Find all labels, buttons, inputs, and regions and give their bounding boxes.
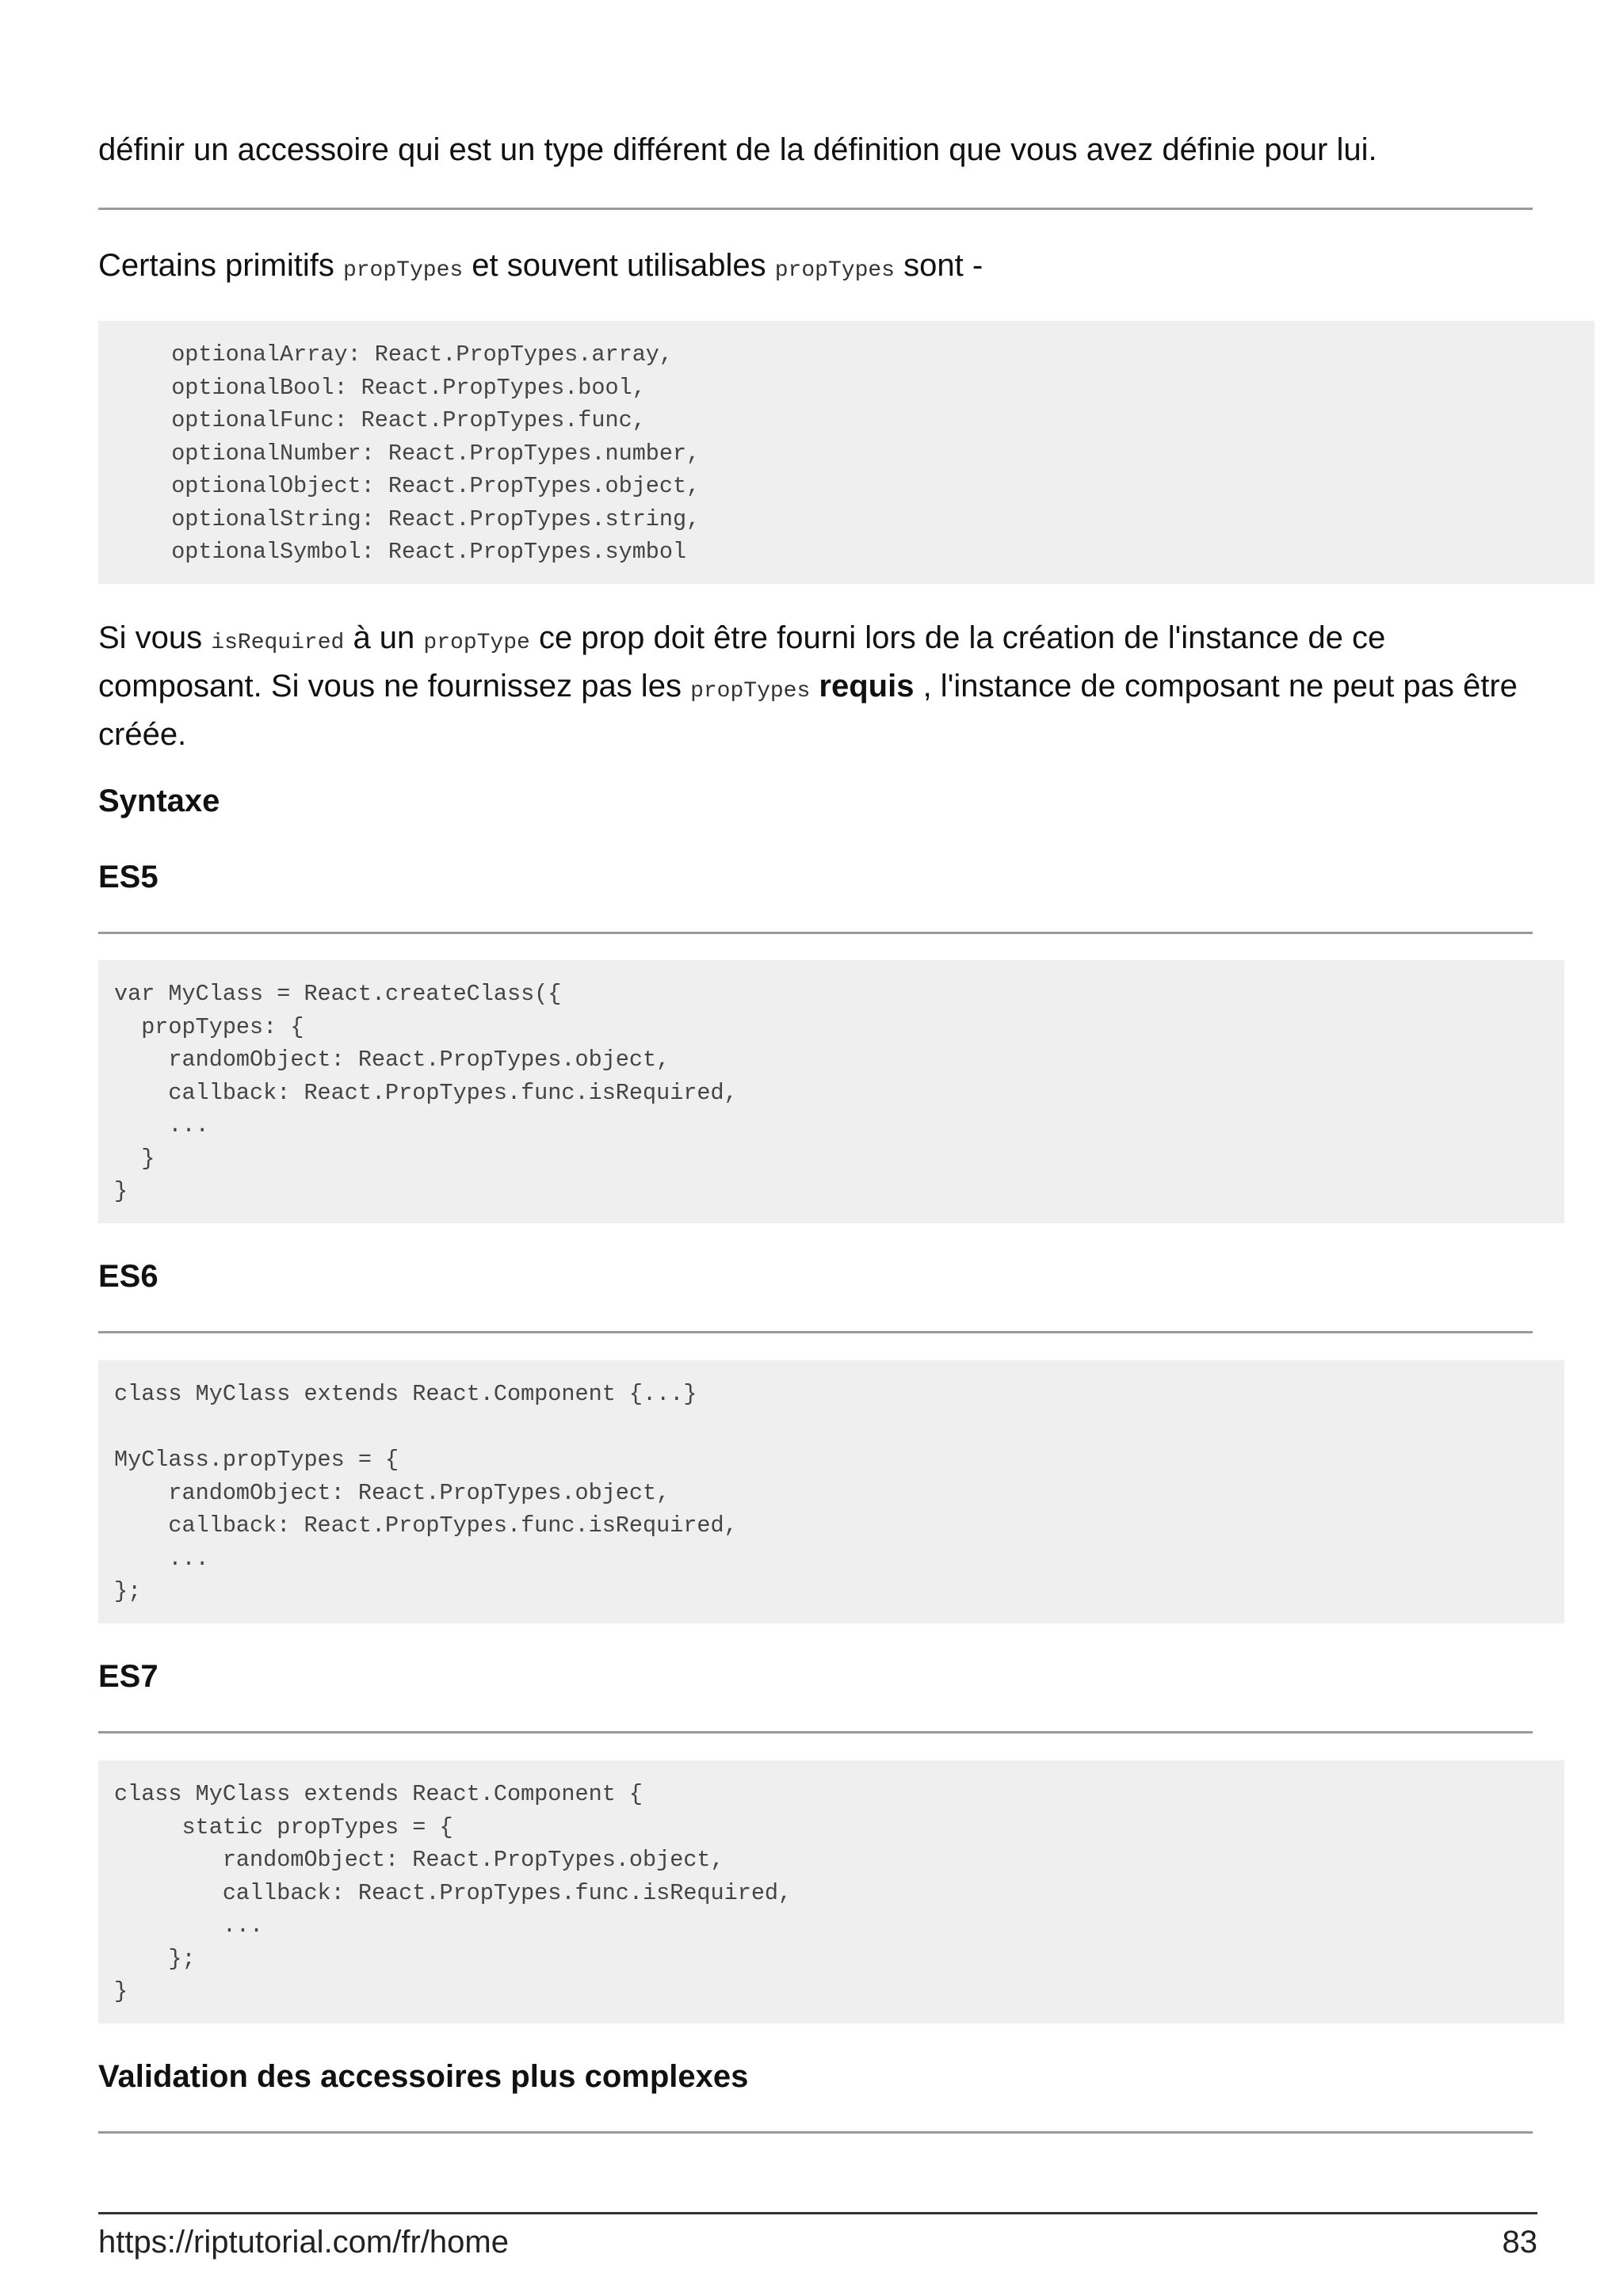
code-block-primitives: optionalArray: React.PropTypes.array, optionalBool: React.PropTypes.bool, optionalFunc: React.PropTypes.func, optionalNumber: React.PropTypes.number, optionalObject: React.PropTypes.object, optionalString: React.PropTypes.string, optionalSymbol: React.PropTypes.symbol bbox=[98, 321, 1594, 584]
text-span: ce prop doit être fourni lors de la création de l'instance de ce composant. Si vous ne fournissez pas les bbox=[98, 620, 1386, 704]
divider bbox=[98, 1731, 1533, 1733]
required-paragraph bbox=[98, 616, 1533, 757]
code-block-es6: class MyClass extends React.Component {...} MyClass.propTypes = { randomObject: React.PropTypes.object, callback: React.PropTypes.func.isRequired, ... }; bbox=[98, 1360, 1564, 1623]
divider bbox=[98, 1331, 1533, 1333]
heading-es6: ES6 bbox=[98, 1259, 158, 1294]
code-block-es5: var MyClass = React.createClass({ propTypes: { randomObject: React.PropTypes.object, callback: React.PropTypes.func.isRequired, ... } } bbox=[98, 960, 1564, 1223]
divider bbox=[98, 208, 1533, 210]
page-footer bbox=[98, 2225, 1537, 2260]
divider bbox=[98, 932, 1533, 934]
heading-es7: ES7 bbox=[98, 1659, 158, 1694]
inline-code: propTypes bbox=[342, 258, 464, 283]
footer-rule bbox=[98, 2212, 1537, 2214]
inline-code: propTypes bbox=[690, 679, 811, 704]
text-span: Si vous bbox=[98, 620, 212, 655]
inline-code: propTypes bbox=[774, 258, 895, 283]
inline-code: propType bbox=[423, 631, 530, 655]
footer-url-link[interactable]: https://riptutorial.com/fr/home bbox=[98, 2225, 509, 2260]
bold-text: requis bbox=[819, 669, 915, 704]
text-span: sont - bbox=[894, 248, 983, 283]
heading-complex-validation: Validation des accessoires plus complexes bbox=[98, 2059, 749, 2094]
divider bbox=[98, 2131, 1533, 2134]
code-block-es7: class MyClass extends React.Component { static propTypes = { randomObject: React.PropTypes.object, callback: React.PropTypes.func.isRequired, ... }; } bbox=[98, 1760, 1564, 2023]
inline-code: isRequired bbox=[211, 631, 345, 655]
text-span: Certains primitifs bbox=[98, 248, 343, 283]
text-span: à un bbox=[344, 620, 424, 655]
intro-text: définir un accessoire qui est un type différent de la définition que vous avez définie pour lui. bbox=[98, 132, 1377, 167]
primitives-sentence bbox=[98, 244, 1533, 292]
text-span: et souvent utilisables bbox=[463, 248, 775, 283]
heading-syntax: Syntaxe bbox=[98, 784, 220, 818]
page-number: 83 bbox=[1502, 2225, 1537, 2260]
heading-es5: ES5 bbox=[98, 860, 158, 894]
text-span: , l'instance de composant ne peut pas être créée. bbox=[98, 669, 1518, 752]
